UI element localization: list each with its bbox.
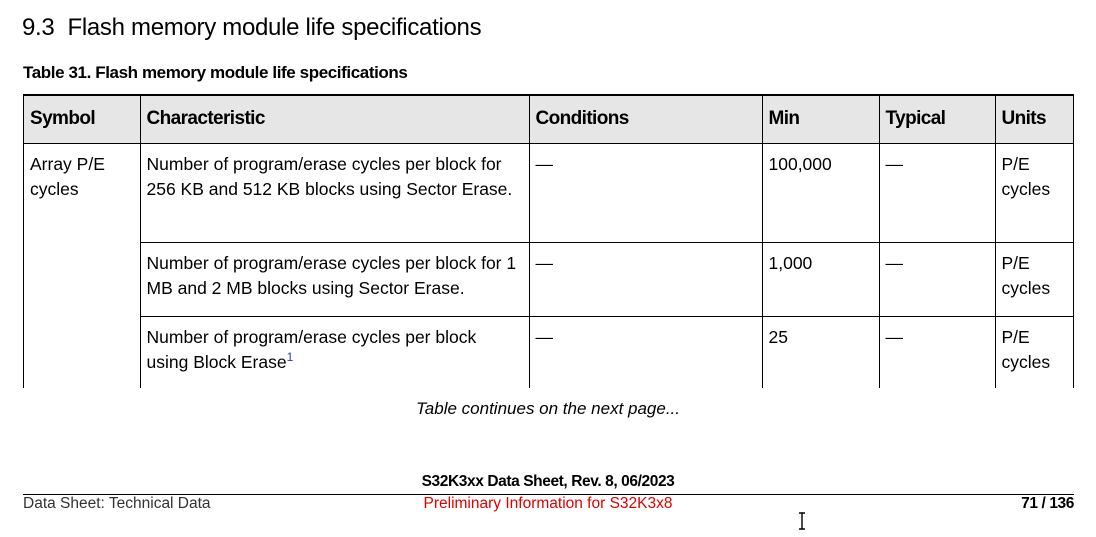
table-header-row	[24, 96, 1073, 143]
flash-life-table	[24, 96, 1073, 388]
min-cell: 25	[762, 316, 879, 388]
typical-cell: —	[879, 316, 995, 388]
typical-cell: —	[879, 143, 995, 242]
typical-cell: —	[879, 242, 995, 316]
column-header-min: Min	[762, 96, 879, 143]
text-cursor-icon	[797, 512, 807, 530]
conditions-cell: —	[529, 316, 762, 388]
characteristic-cell: Number of program/erase cycles per block for 1 MB and 2 MB blocks using Sector Erase.	[140, 242, 529, 316]
characteristic-cell	[140, 316, 529, 388]
footer-document-type: Data Sheet: Technical Data	[23, 495, 211, 512]
units-cell: P/E cycles	[995, 316, 1073, 388]
column-header-units: Units	[995, 96, 1073, 143]
table-continues-note: Table continues on the next page...	[415, 399, 680, 418]
characteristic-cell: Number of program/erase cycles per block for 256 KB and 512 KB blocks using Sector Erase.	[140, 143, 529, 242]
table-caption: Table 31. Flash memory module life specifications	[23, 63, 408, 82]
min-cell: 100,000	[762, 143, 879, 242]
footer-preliminary-notice: Preliminary Information for S32K3x8	[423, 495, 673, 512]
table-row	[24, 143, 1073, 242]
conditions-cell: —	[529, 242, 762, 316]
conditions-cell: —	[529, 143, 762, 242]
min-cell: 1,000	[762, 242, 879, 316]
section-heading	[22, 14, 481, 42]
units-cell: P/E cycles	[995, 143, 1073, 242]
flash-life-table-container	[23, 94, 1074, 388]
column-header-characteristic: Characteristic	[140, 96, 529, 143]
column-header-conditions: Conditions	[529, 96, 762, 143]
footer-page-number: 71 / 136	[1021, 495, 1074, 512]
column-header-symbol: Symbol	[24, 96, 140, 143]
footnote-link[interactable]: 1	[286, 349, 294, 364]
symbol-cell: Array P/E cycles	[24, 143, 140, 388]
characteristic-text: Number of program/erase cycles per block using Block Erase	[146, 326, 477, 372]
section-number: 9.3	[22, 14, 55, 41]
column-header-typical: Typical	[879, 96, 995, 143]
footer-document-title: S32K3xx Data Sheet, Rev. 8, 06/2023	[421, 473, 675, 490]
table-row	[24, 242, 1073, 316]
units-cell: P/E cycles	[995, 242, 1073, 316]
section-title: Flash memory module life specifications	[67, 14, 482, 41]
table-row	[24, 316, 1073, 388]
